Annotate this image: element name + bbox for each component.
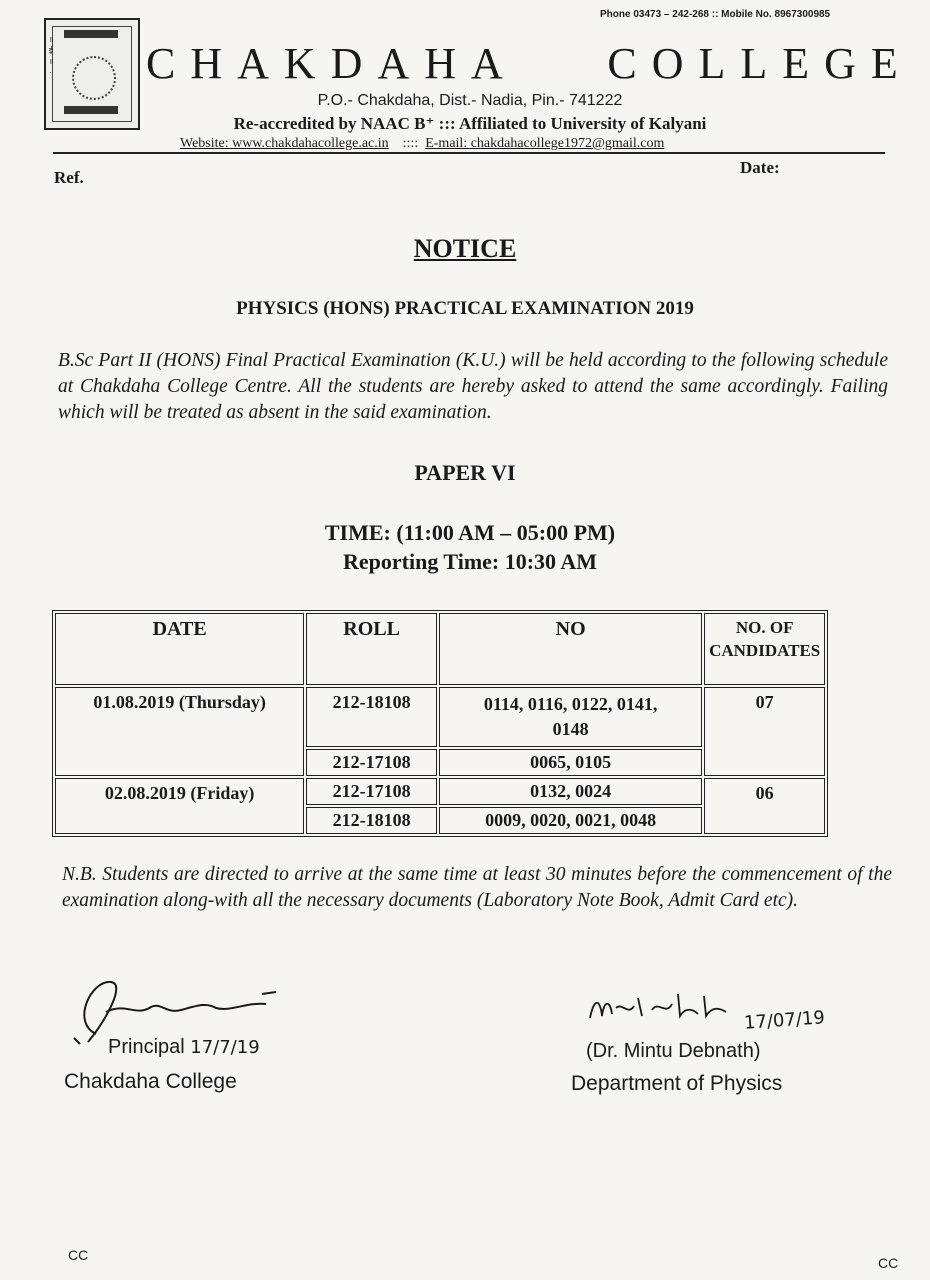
day-date: 01.08.2019 (Thursday): [55, 687, 304, 776]
cc-right: CC: [878, 1255, 899, 1271]
principal-date: 17/7/19: [190, 1037, 260, 1058]
exam-title: PHYSICS (HONS) PRACTICAL EXAMINATION 2019: [236, 298, 694, 319]
day-date: 02.08.2019 (Friday): [55, 778, 304, 834]
cc-left: CC: [68, 1247, 89, 1263]
roll-cell: 212-17108: [306, 778, 437, 805]
header-rule: [53, 152, 885, 154]
no-cell: 0114, 0116, 0122, 0141, 0148: [439, 687, 702, 747]
college-address: P.O.- Chakdaha, Dist.- Nadia, Pin.- 741222: [317, 92, 623, 109]
date-label: Date:: [740, 158, 780, 177]
table-row: [55, 778, 825, 805]
candidate-count: 07: [704, 687, 825, 776]
department-name: Department of Physics: [571, 1072, 783, 1095]
header-no: NO: [439, 613, 702, 685]
college-name-first: CHAKDAHA: [146, 39, 516, 88]
header-date: DATE: [55, 613, 304, 685]
exam-time: TIME: (11:00 AM – 05:00 PM): [324, 520, 616, 545]
roll-cell: 212-18108: [306, 687, 437, 747]
header-roll: ROLL: [306, 613, 437, 685]
website: Website: www.chakdahacollege.ac.in: [180, 136, 389, 151]
principal-label: Principal: [108, 1036, 185, 1058]
no-cell: 0065, 0105: [439, 749, 702, 776]
candidate-count: 06: [704, 778, 825, 834]
no-cell: 0009, 0020, 0021, 0048: [439, 807, 702, 834]
ref-label: Ref.: [54, 168, 84, 187]
nb-paragraph: N.B. Students are directed to arrive at the same time at least 30 minutes before the commencement of the examination along-with all the necessary documents (Laboratory Note Book, Admit Card etc).: [62, 864, 892, 911]
phone-line: Phone 03473 – 242-268 :: Mobile No. 8967300985: [600, 9, 831, 20]
intro-paragraph: B.Sc Part II (HONS) Final Practical Examination (K.U.) will be held according to the following schedule at Chakdaha College Centre. All the students are hereby asked to attend the same accordingly. Failing which will be treated as absent in the said examination.: [58, 350, 888, 423]
notice-heading: NOTICE: [413, 234, 517, 263]
hod-name: (Dr. Mintu Debnath): [586, 1040, 761, 1062]
hod-signature: [586, 988, 746, 1024]
college-name: [146, 38, 913, 89]
college-signature-line: Chakdaha College: [64, 1070, 237, 1093]
separator: ::::: [402, 136, 419, 151]
college-name-second: COLLEGE: [607, 39, 913, 88]
college-logo: ॥ ई ॥ ·: [44, 18, 140, 130]
table-header-row: [55, 613, 825, 685]
roll-cell: 212-17108: [306, 749, 437, 776]
email: E-mail: chakdahacollege1972@gmail.com: [425, 136, 665, 151]
paper-title: PAPER VI: [414, 460, 516, 485]
header-candidates: NO. OF CANDIDATES: [704, 613, 825, 685]
principal-line: [108, 1036, 260, 1059]
schedule-table: [52, 610, 828, 837]
reporting-time: Reporting Time: 10:30 AM: [343, 549, 597, 574]
accreditation-line: Re-accredited by NAAC B⁺ ::: Affiliated to University of Kalyani: [233, 114, 707, 133]
contact-line: [180, 136, 760, 152]
hod-date: 17/07/19: [743, 1007, 826, 1034]
roll-cell: 212-18108: [306, 807, 437, 834]
no-cell: 0132, 0024: [439, 778, 702, 805]
table-row: [55, 687, 825, 747]
